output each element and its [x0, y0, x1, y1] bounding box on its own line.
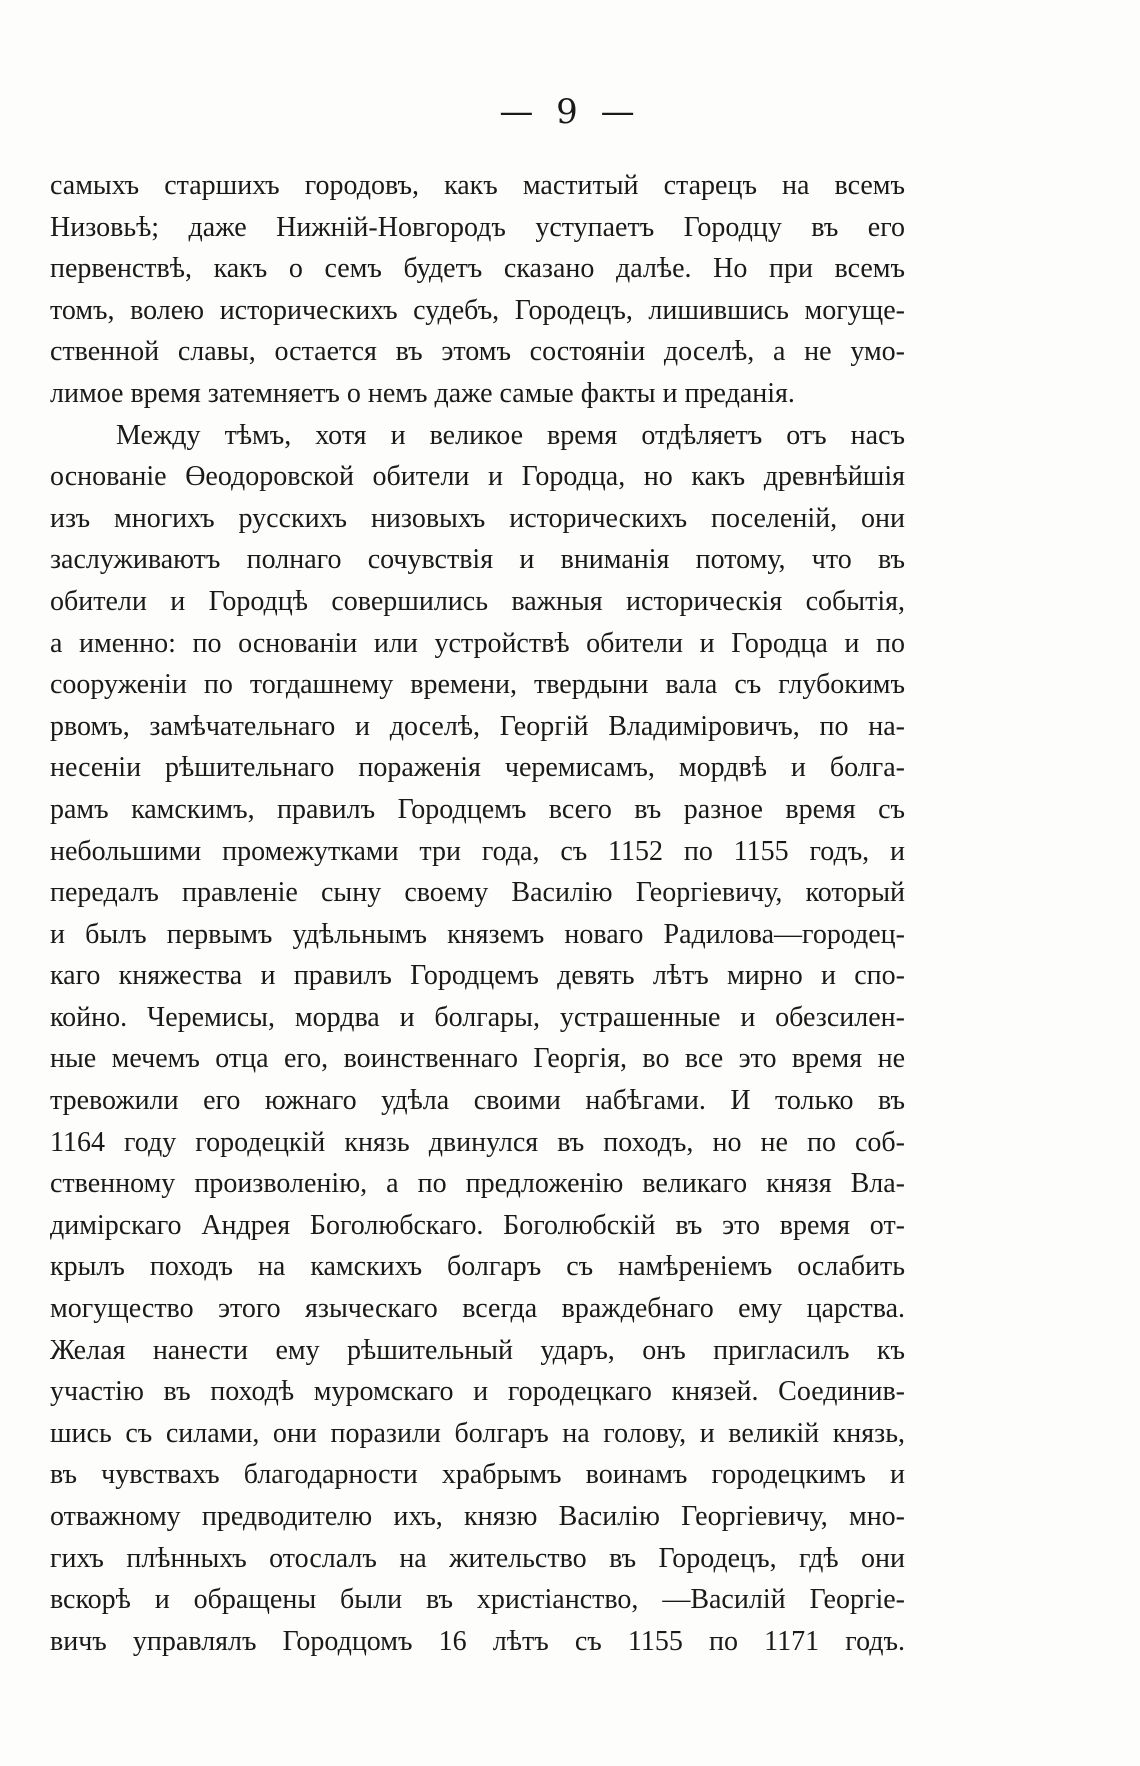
- text-line: обители и Городцѣ совершились важныя историческія событія,: [50, 585, 905, 617]
- text-line: отважному предводителю ихъ, князю Василію Георгіевичу, мно-: [50, 1501, 905, 1532]
- text-line: первенствѣ, какъ о семъ будетъ сказано далѣе. Но при всемъ: [50, 253, 905, 285]
- text-line: вичъ управлялъ Городцомъ 16 лѣтъ съ 1155 по 1171 годъ.: [50, 1625, 905, 1657]
- text-line: димірскаго Андрея Боголюбскаго. Боголюбскій въ это время от-: [50, 1209, 905, 1241]
- text-line: несеніи рѣшительнаго пораженія черемисамъ, мордвѣ и болга-: [50, 752, 905, 784]
- text-line: рамъ камскимъ, правилъ Городцемъ всего въ разное время съ: [50, 793, 905, 825]
- text-line: рвомъ, замѣчательнаго и доселѣ, Георгій Владиміровичъ, по на-: [50, 710, 905, 742]
- text-line: а именно: по основаніи или устройствѣ обители и Городца и по: [50, 627, 905, 659]
- text-line: передалъ правленіе сыну своему Василію Георгіевичу, который: [50, 877, 905, 909]
- text-line: сооруженіи по тогдашнему времени, твердыни вала съ глубокимъ: [50, 669, 905, 701]
- text-line: каго княжества и правилъ Городцемъ девять лѣтъ мирно и спо-: [50, 960, 905, 992]
- text-line: Низовьѣ; даже Нижній-Новгородъ уступаетъ Городцу въ его: [50, 211, 905, 243]
- text-line: томъ, волею историческихъ судебъ, Городецъ, лишившись могуще-: [50, 294, 905, 326]
- text-line: изъ многихъ русскихъ низовыхъ историческихъ поселеній, они: [50, 502, 905, 534]
- text-line: ные мечемъ отца его, воинственнаго Георгія, во все это время не: [50, 1043, 905, 1075]
- text-line: тревожили его южнаго удѣла своими набѣгами. И только въ: [50, 1085, 905, 1117]
- text-line: участію въ походѣ муромскаго и городецкаго князей. Соединив-: [50, 1376, 905, 1408]
- body-text: [50, 165, 905, 1662]
- text-line: заслуживаютъ полнаго сочувствія и вниманія потому, что въ: [50, 544, 905, 576]
- text-line: гихъ плѣнныхъ отослалъ на жительство въ Городецъ, гдѣ они: [50, 1542, 905, 1574]
- text-line: Желая нанести ему рѣшительный ударъ, онъ пригласилъ къ: [50, 1334, 905, 1366]
- text-line: небольшими промежутками три года, съ 1152 по 1155 годъ, и: [50, 835, 905, 867]
- text-line: могущество этого языческаго всегда враждебнаго ему царства.: [50, 1293, 905, 1325]
- text-line: крылъ походъ на камскихъ болгаръ съ намѣреніемъ ослабить: [50, 1251, 905, 1283]
- text-line: ственному произволенію, а по предложенію великаго князя Вла-: [50, 1168, 905, 1200]
- text-line: и былъ первымъ удѣльнымъ княземъ новаго Радилова—городец-: [50, 918, 905, 950]
- text-line: лимое время затемняетъ о немъ даже самые факты и преданія.: [50, 377, 795, 409]
- text-line: койно. Черемисы, мордва и болгары, устрашенные и обезсилен-: [50, 1001, 905, 1033]
- text-line: Между тѣмъ, хотя и великое время отдѣляетъ отъ насъ: [116, 419, 905, 451]
- text-line: въ чувствахъ благодарности храбрымъ воинамъ городецкимъ и: [50, 1459, 905, 1491]
- page-number: — 9 —: [499, 92, 641, 132]
- text-line: шись съ силами, они поразили болгаръ на голову, и великій князь,: [50, 1417, 905, 1449]
- text-line: вскорѣ и обращены были въ христіанство, —Василій Георгіе-: [50, 1584, 905, 1616]
- text-line: основаніе Өеодоровской обители и Городца, но какъ древнѣйшія: [50, 461, 905, 493]
- text-line: самыхъ старшихъ городовъ, какъ маститый старецъ на всемъ: [50, 170, 905, 201]
- text-line: ственной славы, остается въ этомъ состояніи доселѣ, а не умо-: [50, 336, 905, 368]
- text-line: 1164 году городецкій князь двинулся въ походъ, но не по соб-: [50, 1126, 905, 1158]
